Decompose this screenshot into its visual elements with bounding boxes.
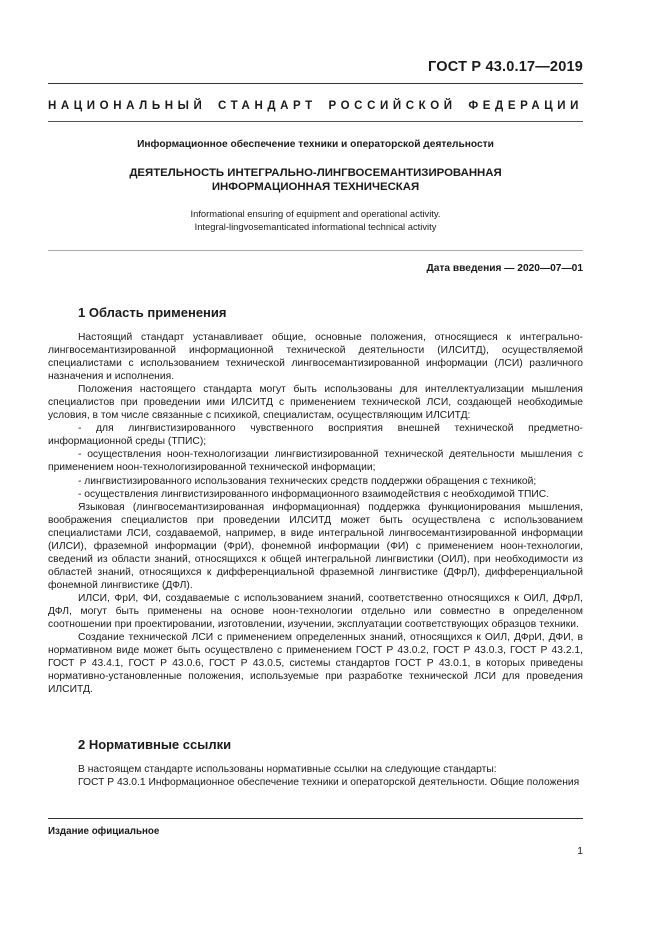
gost-number: ГОСТ Р 43.0.17—2019 bbox=[428, 59, 583, 75]
footer-rule bbox=[48, 818, 583, 819]
national-standard-banner: НАЦИОНАЛЬНЫЙ СТАНДАРТ РОССИЙСКОЙ ФЕДЕРАЦИИ bbox=[48, 100, 583, 112]
title-rule bbox=[48, 250, 583, 251]
english-title-line: Integral-lingvosemanticated informational technical activity bbox=[194, 221, 437, 232]
paragraph: Положения настоящего стандарта могут быть использованы для интеллектуализации мышления специалистов при проведении ими ИЛСИТД с применением технической ЛСИ, создающей необходимые условия, в том числе связанные с психикой, специалистам, осуществляющим ИЛСИТД: bbox=[48, 384, 583, 422]
section-body bbox=[48, 331, 583, 696]
paragraph: Языковая (лингвосемантизированная информационная) поддержка функционирования мышления, воображения специалистов при проведении ИЛСИТД может быть осуществлена с использованием специалистами ЛСИ, создаваемой, например, в виде интегральной лингвосемантизированной информации (ИЛСИ), фраземной информации (ФрИ), фонемной информации (ФИ) с применением ноон-технологии, сведений из области знаний, относящихся к общей интегральной лингвистики (ОИЛ), при необходимости из областей знаний, относящихся к дифференциальной фраземной лингвистике (ДФрЛ), дифференциальной фонемной лингвистике (ДФЛ). bbox=[48, 501, 583, 591]
section-heading: 2 Нормативные ссылки bbox=[78, 737, 232, 752]
introduction-date: Дата введения — 2020—07—01 bbox=[426, 263, 583, 274]
section-body bbox=[48, 763, 583, 789]
document-title bbox=[48, 166, 583, 194]
edition-label: Издание официальное bbox=[48, 826, 160, 837]
english-title-line: Informational ensuring of equipment and operational activity. bbox=[190, 208, 441, 219]
paragraph: - лингвистизированного использования технических средств поддержки обращения с техникой; bbox=[78, 475, 537, 487]
paragraph: ГОСТ Р 43.0.1 Информационное обеспечение техники и операторской деятельности. Общие положения bbox=[78, 777, 580, 789]
header-rule bbox=[48, 83, 583, 84]
paragraph: Создание технической ЛСИ с применением определенных знаний, относящихся к ОИЛ, ДФрИ, ДФИ, в нормативном виде может быть осуществлено с применением ГОСТ Р 43.0.2, ГОСТ Р 43.0.3, ГОСТ Р 43.2.1, ГОСТ Р 43.4.1, ГОСТ Р 43.0.6, ГОСТ Р 43.0.5, системы стандартов ГОСТ Р 43.0.1, в которых приведены нормативно-установленные положения, используемые при разработке технической ЛСИ для проведения ИЛСИТД. bbox=[48, 632, 583, 696]
paragraph: Настоящий стандарт устанавливает общие, основные положения, относящиеся к интегрально-лингвосемантизированной информационной технической деятельности (ИЛСИТД), осуществляемой специалистами с использованием технической лингвосемантизированной информации (ЛСИ) различного назначения и исполнения. bbox=[48, 332, 583, 383]
english-title bbox=[48, 207, 583, 233]
banner-rule bbox=[48, 121, 583, 122]
paragraph: - осуществления лингвистизированного информационного взаимодействия с необходимой ТПИС. bbox=[78, 488, 550, 500]
document-title-line: ДЕЯТЕЛЬНОСТЬ ИНТЕГРАЛЬНО-ЛИНГВОСЕМАНТИЗИРОВАННАЯ bbox=[129, 167, 502, 179]
paragraph: ИЛСИ, ФрИ, ФИ, создаваемые с использованием знаний, соответственно относящихся к ОИЛ, ДФрЛ, ДФЛ, могут быть применены на основе ноон-технологии отдельно или совместно в определенном соотношении при проектировании, изготовлении, изучении, эксплуатации соответствующих образцов техники. bbox=[48, 592, 583, 631]
paragraph: - для лингвистизированного чувственного восприятия внешней технической предметно-информационной среды (ТПИС); bbox=[48, 423, 583, 448]
section-heading: 1 Область применения bbox=[78, 305, 227, 320]
page-number: 1 bbox=[577, 846, 583, 857]
series-title: Информационное обеспечение техники и операторской деятельности bbox=[137, 139, 494, 150]
document-title-line: ИНФОРМАЦИОННАЯ ТЕХНИЧЕСКАЯ bbox=[211, 181, 420, 193]
paragraph: - осуществления ноон-технологизации лингвистизированной технической деятельности мышления с применением ноон-технологизированной технической информации; bbox=[48, 449, 583, 474]
paragraph: В настоящем стандарте использованы нормативные ссылки на следующие стандарты: bbox=[78, 764, 497, 775]
